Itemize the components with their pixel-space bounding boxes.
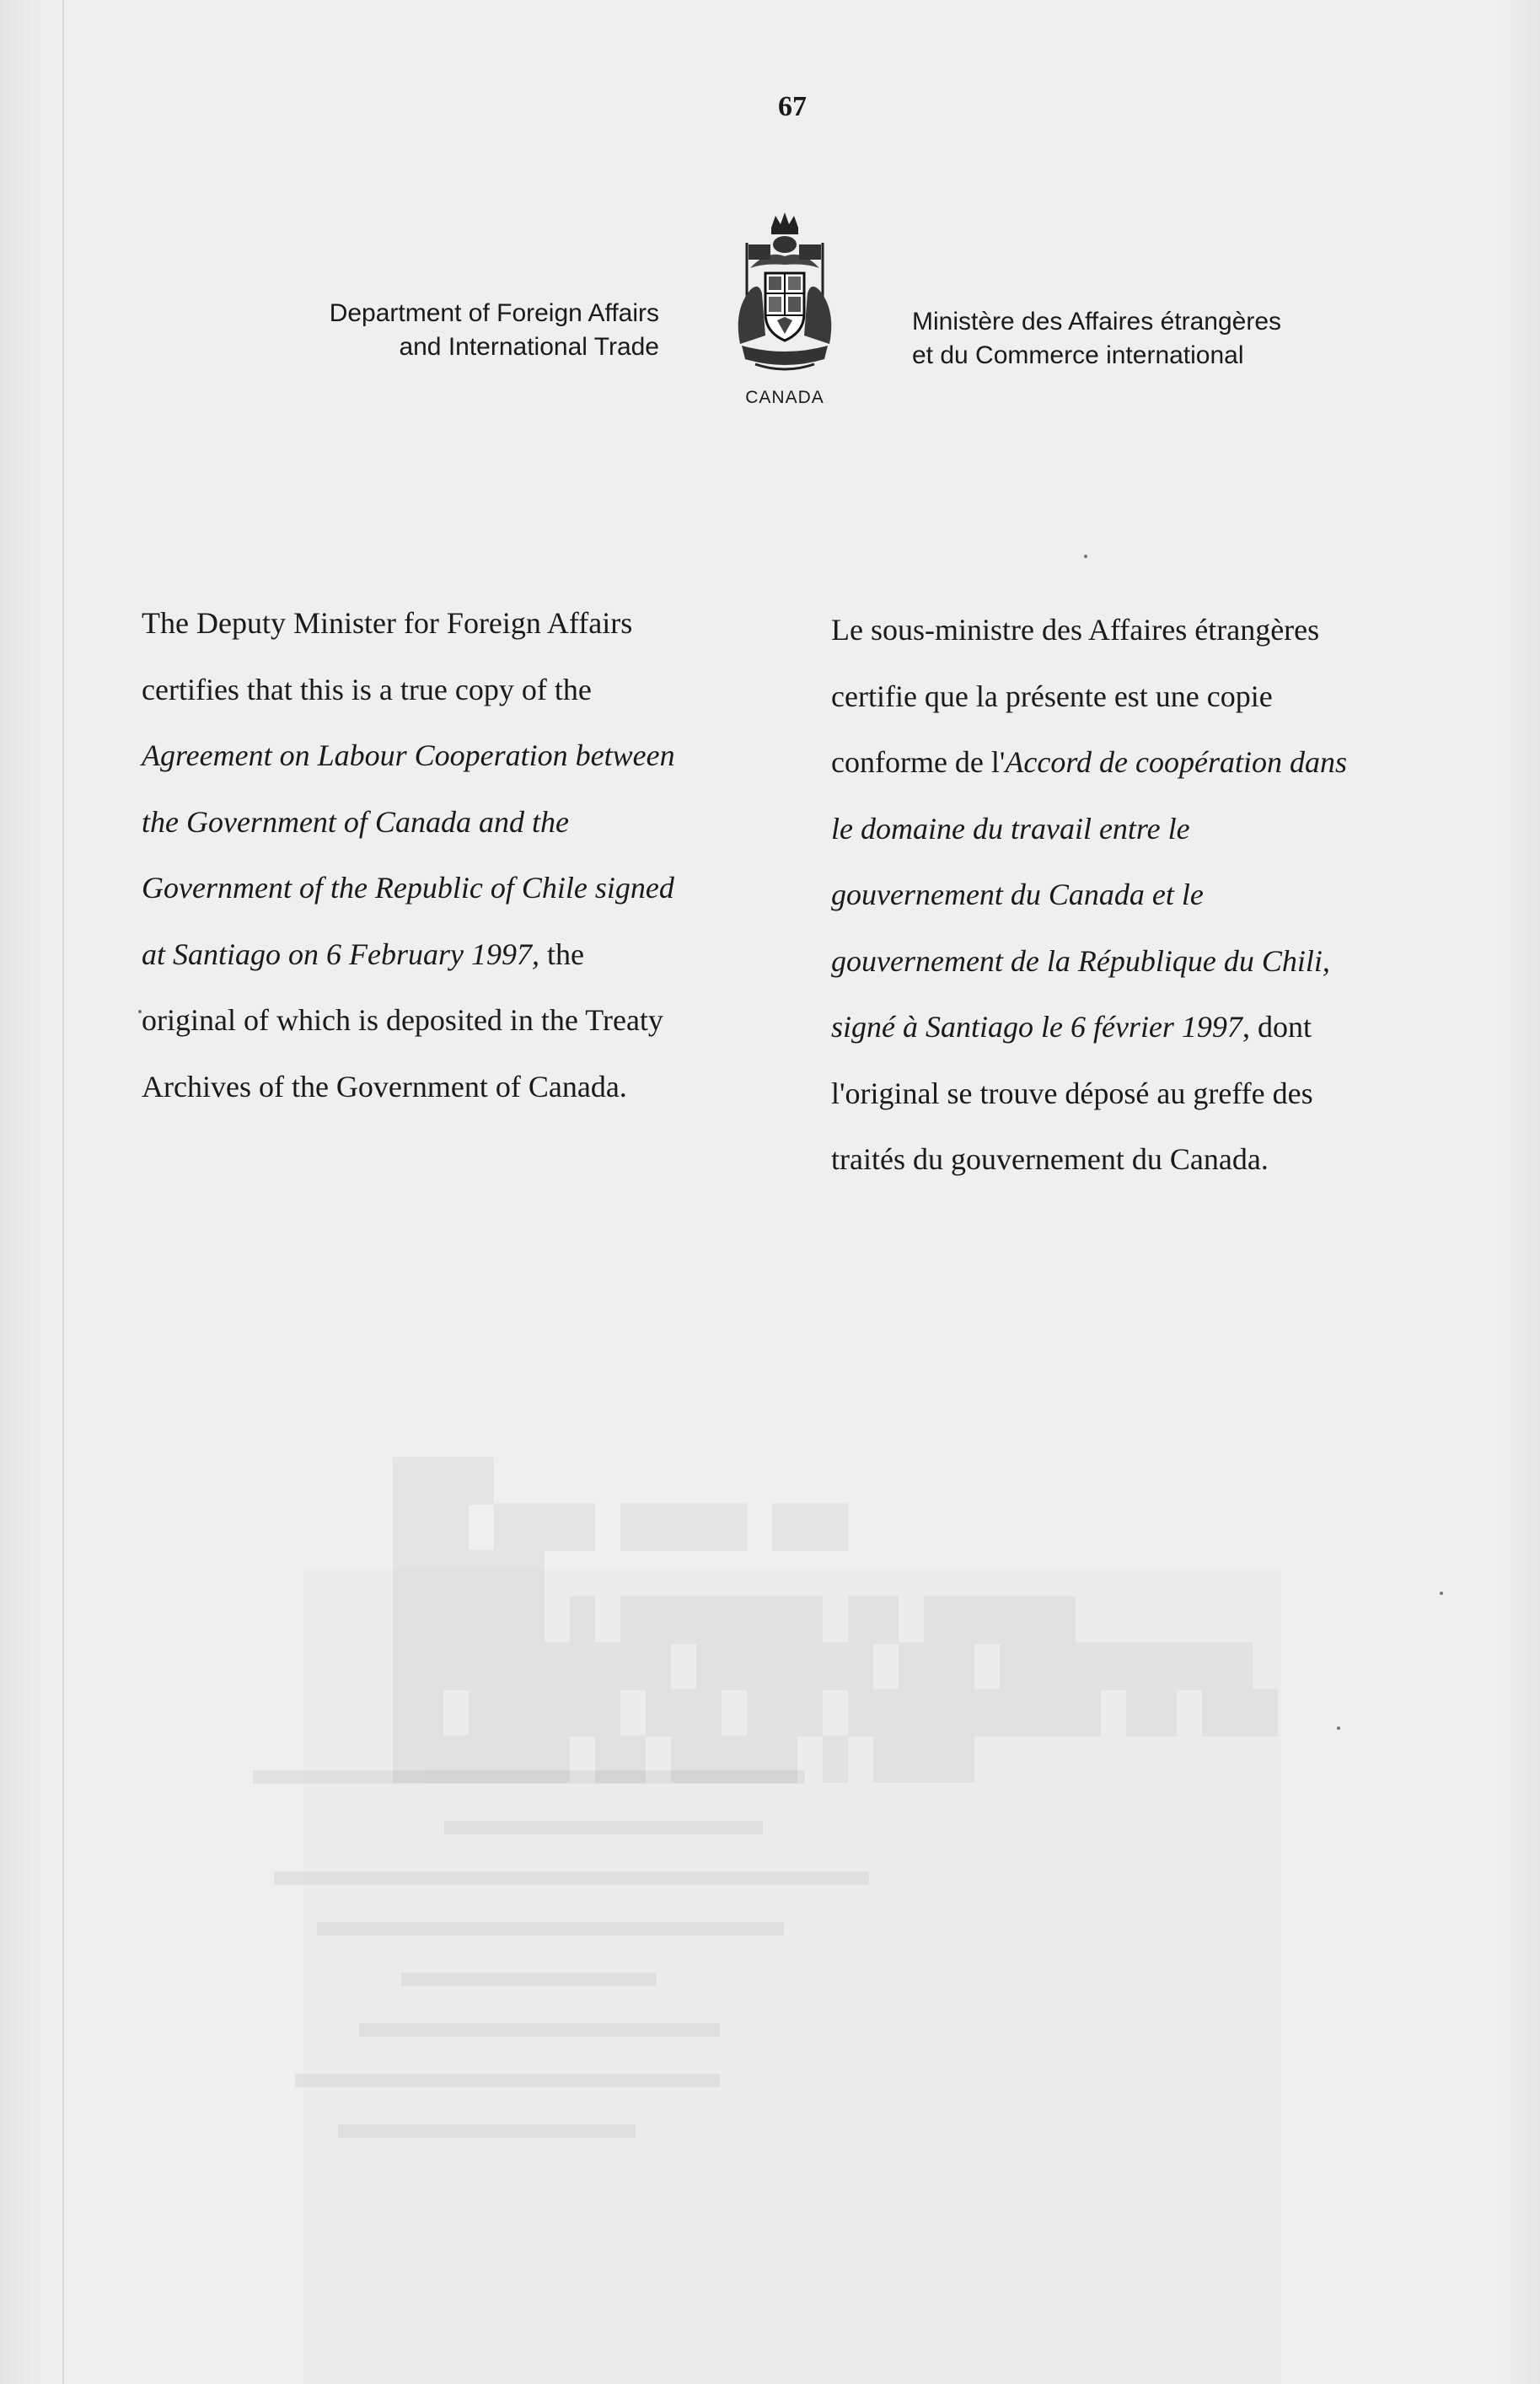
show-through-rows — [253, 1770, 1315, 2175]
certificate-french-line — [831, 862, 1472, 928]
certificate-english-line — [142, 789, 765, 856]
department-name-french-line-1: Ministère des Affaires étrangères — [912, 308, 1282, 336]
certificate-french-line — [831, 796, 1472, 862]
certificate-english-line — [142, 590, 765, 657]
certificate-english-text-segment: Archives of the Government of Canada. — [142, 1069, 627, 1103]
certificate-english-line — [142, 722, 765, 789]
paper-speck — [1084, 555, 1087, 558]
certificate-english — [142, 590, 765, 1120]
certificate-french-text-segment: certifie que la présente est une copie — [831, 679, 1273, 713]
certificate-french-text-segment: gouvernement de la République du Chili, — [831, 943, 1330, 978]
canadian-coat-of-arms-icon — [725, 209, 845, 378]
certificate-english-text-segment: at Santiago on 6 February 1997, — [142, 937, 539, 971]
certificate-french-line — [831, 928, 1472, 995]
certificate-french-line — [831, 1126, 1472, 1193]
certificate-english-text-segment: certifies that this is a true copy of the — [142, 672, 592, 706]
binding-gutter — [62, 0, 64, 2384]
certificate-french-text-segment: traités du gouvernement du Canada. — [831, 1142, 1269, 1176]
certificate-french-text-segment: conforme de l' — [831, 745, 1006, 779]
certificate-french-text-segment: signé à Santiago le 6 février 1997 — [831, 1010, 1242, 1044]
certificate-english-line — [142, 987, 765, 1054]
certificate-english-text-segment: the Government of Canada and the — [142, 804, 569, 839]
certificate-french-text-segment: , dont — [1242, 1010, 1312, 1044]
page-number: 67 — [778, 91, 807, 122]
certificate-english-text-segment: Agreement on Labour Cooperation between — [142, 738, 675, 772]
certificate-english-text-segment: the — [539, 937, 584, 971]
certificate-english-line — [142, 1054, 765, 1120]
certificate-french-text-segment: Le sous-ministre des Affaires étrangères — [831, 613, 1320, 647]
department-name-french — [912, 305, 1350, 373]
certificate-french-line — [831, 1060, 1472, 1127]
paper-speck — [1440, 1592, 1443, 1595]
crest-caption: CANADA — [745, 388, 824, 407]
certificate-french-text-segment: Accord de coopération dans — [1005, 745, 1347, 779]
certificate-english-text-segment: The Deputy Minister for Foreign Affairs — [142, 606, 633, 640]
department-name-english — [253, 297, 659, 364]
department-name-english-line-1: Department of Foreign Affairs — [329, 299, 659, 327]
certificate-english-text-segment: Government of the Republic of Chile signed — [142, 871, 674, 905]
certificate-french-text-segment: le domaine du travail entre le — [831, 811, 1190, 846]
certificate-french-line — [831, 597, 1472, 663]
certificate-french-text-segment: gouvernement du Canada et le — [831, 878, 1204, 911]
certificate-english-line — [142, 855, 765, 921]
paper-speck — [1337, 1726, 1340, 1730]
department-name-french-line-2: et du Commerce international — [912, 341, 1244, 369]
show-through-text — [393, 1458, 1278, 1783]
certificate-french-line — [831, 994, 1472, 1060]
certificate-french-line — [831, 729, 1472, 796]
department-name-english-line-2: and International Trade — [399, 333, 659, 361]
certificate-french-line — [831, 663, 1472, 730]
certificate-english-line — [142, 921, 765, 988]
paper-speck — [138, 1010, 142, 1013]
certificate-french — [831, 597, 1472, 1193]
certificate-english-line — [142, 657, 765, 723]
certificate-english-text-segment: original of which is deposited in the Treaty — [142, 1003, 663, 1037]
certificate-french-text-segment: l'original se trouve déposé au greffe des — [831, 1076, 1313, 1110]
